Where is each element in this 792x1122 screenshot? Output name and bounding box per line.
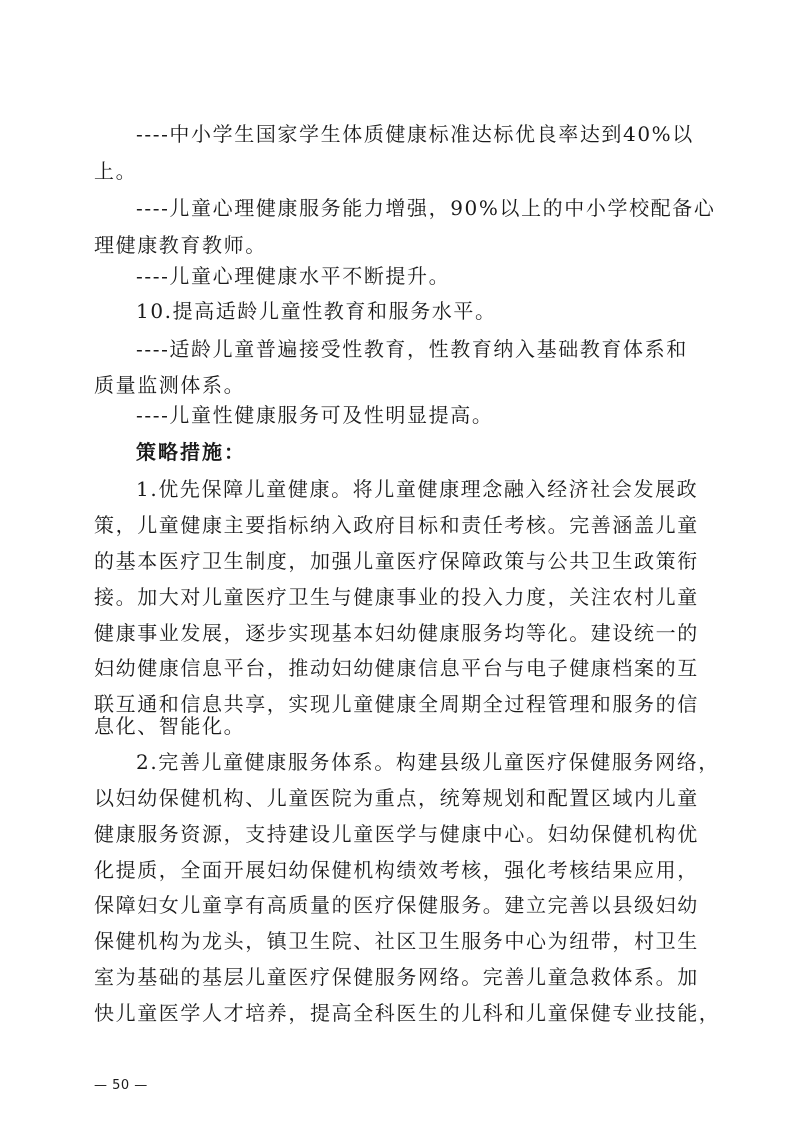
measure-1-line-3: 的基本医疗卫生制度，加强儿童医疗保障政策与公共卫生政策衔 <box>94 549 699 573</box>
measure-1-line-7: 联互通和信息共享，实现儿童健康全周期全过程管理和服务的信 <box>94 692 699 716</box>
measure-1-line-1: 1.优先保障儿童健康。将儿童健康理念融入经济社会发展政 <box>136 477 699 501</box>
measure-1-line-4: 接。加大对儿童医疗卫生与健康事业的投入力度，关注农村儿童 <box>94 585 699 609</box>
measure-1-line-6: 妇幼健康信息平台，推动妇幼健康信息平台与电子健康档案的互 <box>94 656 699 680</box>
section-item-10: 10.提高适龄儿童性教育和服务水平。 <box>136 299 497 323</box>
text-line-2: 上。 <box>94 159 138 183</box>
text-line-3: ----儿童心理健康服务能力增强，90%以上的中小学校配备心 <box>136 196 716 220</box>
measure-2-line-1: 2.完善儿童健康服务体系。构建县级儿童医疗保健服务网络， <box>136 750 720 774</box>
text-line-8: 质量监测体系。 <box>94 373 246 397</box>
strategy-heading: 策略措施： <box>136 440 246 464</box>
text-line-7: ----适龄儿童普遍接受性教育，性教育纳入基础教育体系和 <box>136 337 688 361</box>
text-line-1: ----中小学生国家学生体质健康标准达标优良率达到40%以 <box>136 122 694 146</box>
text-line-9: ----儿童性健康服务可及性明显提高。 <box>136 403 494 427</box>
measure-2-line-7: 室为基础的基层儿童医疗保健服务网络。完善儿童急救体系。加 <box>94 965 699 989</box>
measure-2-line-3: 健康服务资源，支持建设儿童医学与健康中心。妇幼保健机构优 <box>94 822 699 846</box>
page-number: — 50 — <box>94 1078 148 1093</box>
measure-2-line-6: 保健机构为龙头，镇卫生院、社区卫生服务中心为纽带，村卫生 <box>94 929 699 953</box>
measure-1-line-2: 策，儿童健康主要指标纳入政府目标和责任考核。完善涵盖儿童 <box>94 513 699 537</box>
text-line-5: ----儿童心理健康水平不断提升。 <box>136 264 451 288</box>
text-line-4: 理健康教育教师。 <box>94 233 267 257</box>
measure-2-line-2: 以妇幼保健机构、儿童医院为重点，统筹规划和配置区域内儿童 <box>94 786 699 810</box>
measure-2-line-5: 保障妇女儿童享有高质量的医疗保健服务。建立完善以县级妇幼 <box>94 893 699 917</box>
measure-1-line-5: 健康事业发展，逐步实现基本妇幼健康服务均等化。建设统一的 <box>94 621 699 645</box>
measure-1-line-8: 息化、智能化。 <box>94 714 246 738</box>
measure-2-line-4: 化提质，全面开展妇幼保健机构绩效考核，强化考核结果应用， <box>94 858 699 882</box>
measure-2-line-8: 快儿童医学人才培养，提高全科医生的儿科和儿童保健专业技能， <box>94 1001 721 1025</box>
